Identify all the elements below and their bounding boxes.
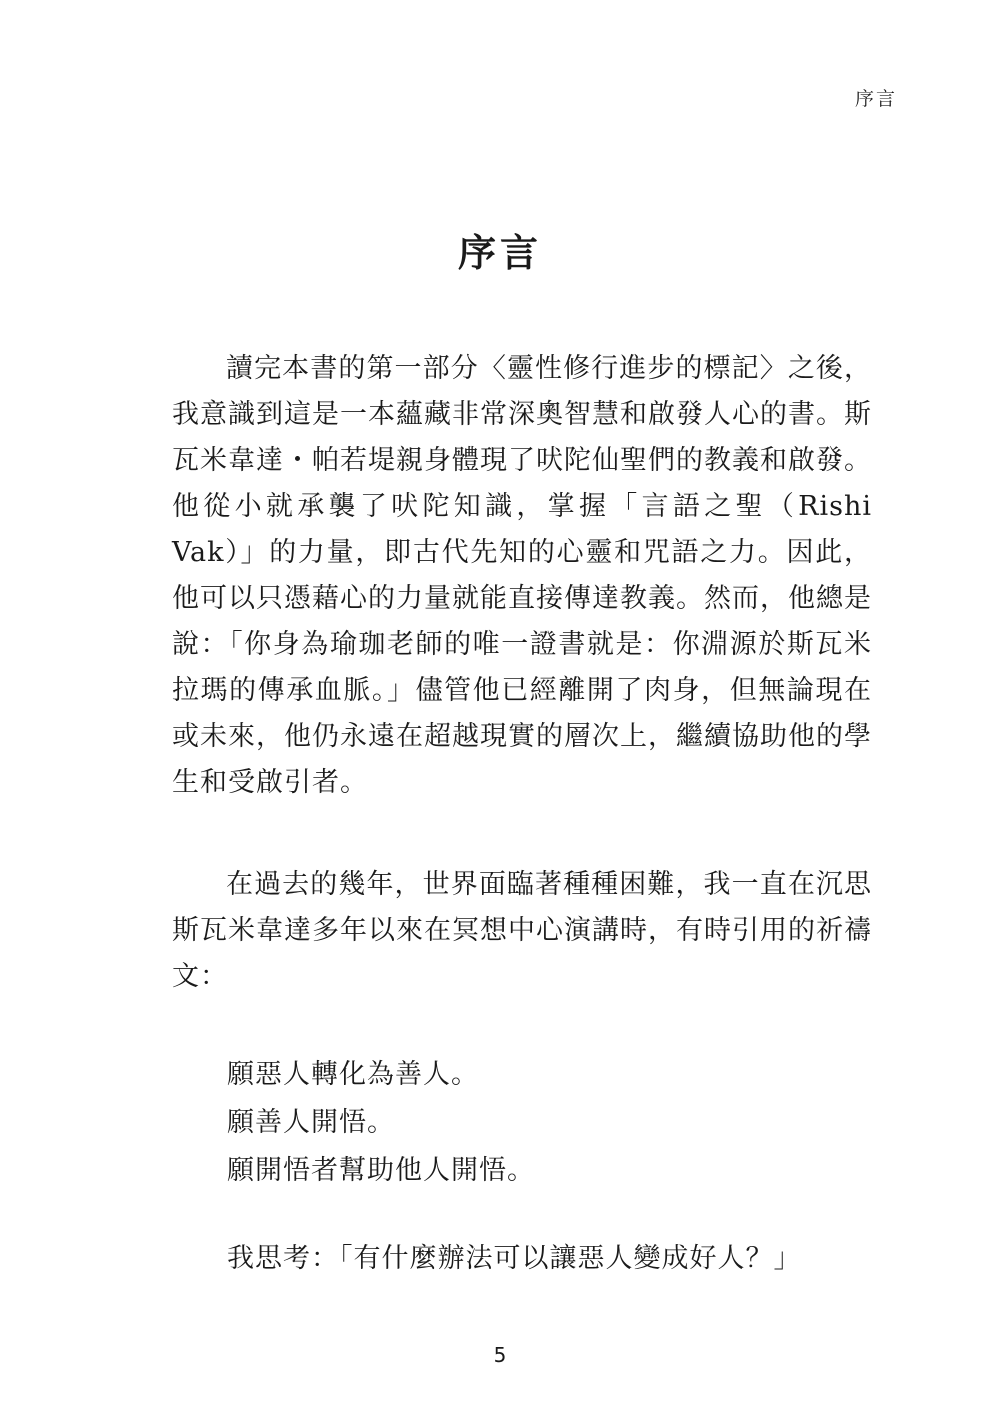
page-title: 序言: [457, 230, 542, 275]
prayer-block: [227, 1051, 535, 1195]
prayer-line-3: 願開悟者幫助他人開悟。: [227, 1155, 535, 1186]
paragraph-2: 在過去的幾年，世界面臨著種種困難，我一直在沉思斯瓦米韋達多年以來在冥想中心演講時，有時引用的祈禱文：: [172, 869, 872, 992]
prayer-line-2: 願善人開悟。: [227, 1107, 395, 1138]
page-number: 5: [493, 1343, 507, 1367]
running-header: 序言: [854, 88, 897, 110]
paragraph-1: 讀完本書的第一部分〈靈性修行進步的標記〉之後，我意識到這是一本蘊藏非常深奧智慧和啟發人心的書。斯瓦米韋達・帕若堤親身體現了吠陀仙聖們的教義和啟發。他從小就承襲了吠陀知識，掌握「言語之聖（Rishi Vak）」的力量，即古代先知的心靈和咒語之力。因此，他可以只憑藉心的力量就能直接傳達教義。然而，他總是說：「你身為瑜珈老師的唯一證書就是：你淵源於斯瓦米拉瑪的傳承血脈。」儘管他已經離開了肉身，但無論現在或未來，他仍永遠在超越現實的層次上，繼續協助他的學生和受啟引者。: [172, 353, 872, 798]
prayer-line-1: 願惡人轉化為善人。: [227, 1059, 479, 1090]
question-line: 我思考：「有什麼辦法可以讓惡人變成好人？」: [227, 1243, 802, 1274]
